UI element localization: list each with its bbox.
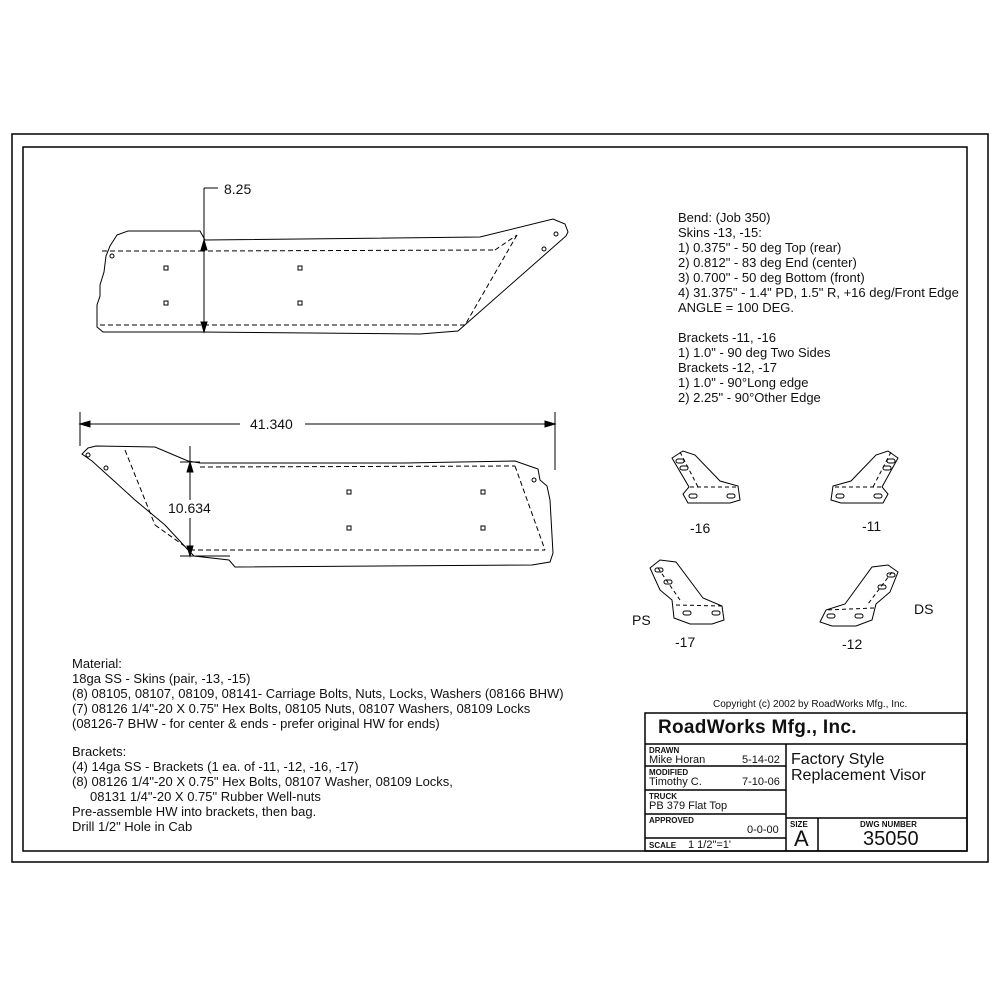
bend-title: Bend: (Job 350)	[678, 210, 771, 225]
bracket-line: 08131 1/4"-20 X 0.75" Rubber Well-nuts	[72, 789, 321, 804]
drawn-label: DRAWN	[649, 746, 680, 755]
skins-note: 3) 0.700" - 50 deg Bottom (front)	[678, 270, 865, 285]
brackets-header: Brackets:	[72, 744, 127, 759]
scale-value: 1 1/2"=1'	[688, 839, 732, 851]
height-top-dimension: 8.25	[224, 181, 252, 197]
height-bottom-dimension: 10.634	[168, 500, 211, 516]
dwg-number: 35050	[863, 828, 919, 850]
part-label-ps: PS	[632, 612, 651, 628]
bracket-16-drawing	[672, 451, 740, 503]
dwg-number-label: DWG NUMBER	[860, 820, 917, 829]
copyright-text: Copyright (c) 2002 by RoadWorks Mfg., Inc.	[713, 699, 908, 710]
brackets-a-header: Brackets -11, -16	[678, 330, 777, 345]
bend-notes	[678, 210, 959, 405]
modified-label: MODIFIED	[649, 768, 689, 777]
part-label-11: -11	[862, 518, 882, 534]
material-line: (8) 08105, 08107, 08109, 08141- Carriage Bolts, Nuts, Locks, Washers (08166 BHW)	[72, 686, 564, 701]
company-name: RoadWorks Mfg., Inc.	[658, 717, 857, 738]
brackets-a-note: 1) 1.0" - 90 deg Two Sides	[678, 345, 831, 360]
brackets-b-header: Brackets -12, -17	[678, 360, 777, 375]
brackets-b-note: 1) 1.0" - 90°Long edge	[678, 375, 809, 390]
approved-label: APPROVED	[649, 816, 694, 825]
part-label-12: -12	[842, 636, 863, 652]
description-line-2: Replacement Visor	[791, 767, 926, 784]
truck-value: PB 379 Flat Top	[649, 800, 728, 812]
part-label-17: -17	[675, 634, 696, 650]
bracket-line: (4) 14ga SS - Brackets (1 ea. of -11, -12, -16, -17)	[72, 759, 359, 774]
bracket-line: Drill 1/2" Hole in Cab	[72, 819, 193, 834]
bottom-skin-view	[80, 412, 555, 567]
part-label-ds: DS	[914, 601, 934, 617]
bracket-line: Pre-assemble HW into brackets, then bag.	[72, 804, 317, 819]
drawn-date: 5-14-02	[742, 754, 780, 766]
length-dimension: 41.340	[250, 416, 293, 432]
material-notes	[72, 656, 564, 731]
material-line: (7) 08126 1/4"-20 X 0.75" Hex Bolts, 08105 Nuts, 08107 Washers, 08109 Locks	[72, 701, 531, 716]
skins-note: ANGLE = 100 DEG.	[678, 300, 794, 315]
skins-header: Skins -13, -15:	[678, 225, 762, 240]
skins-note: 4) 31.375" - 1.4" PD, 1.5" R, +16 deg/Front Edge	[678, 285, 959, 300]
description-line-1: Factory Style	[791, 751, 885, 768]
modified-date: 7-10-06	[742, 776, 780, 788]
bracket-notes	[72, 744, 453, 834]
bracket-line: (8) 08126 1/4"-20 X 0.75" Hex Bolts, 08107 Washer, 08109 Locks,	[72, 774, 453, 789]
brackets-b-note: 2) 2.25" - 90°Other Edge	[678, 390, 821, 405]
truck-label: TRUCK	[649, 792, 677, 801]
approved-date: 0-0-00	[747, 824, 779, 836]
part-label-16: -16	[690, 520, 711, 536]
bracket-11-drawing	[831, 451, 898, 503]
drawn-by: Mike Horan	[649, 754, 706, 766]
material-line: (08126-7 BHW - for center & ends - prefer original HW for ends)	[72, 716, 440, 731]
size-label: SIZE	[790, 820, 808, 829]
material-line: 18ga SS - Skins (pair, -13, -15)	[72, 671, 251, 686]
size-value: A	[794, 826, 809, 851]
bracket-17-drawing	[650, 560, 724, 624]
top-skin-view	[97, 188, 568, 334]
scale-label: SCALE	[649, 841, 677, 850]
skins-note: 2) 0.812" - 83 deg End (center)	[678, 255, 857, 270]
material-header: Material:	[72, 656, 122, 671]
skins-note: 1) 0.375" - 50 deg Top (rear)	[678, 240, 842, 255]
bracket-12-drawing	[820, 565, 898, 626]
modified-by: Timothy C.	[649, 776, 702, 788]
